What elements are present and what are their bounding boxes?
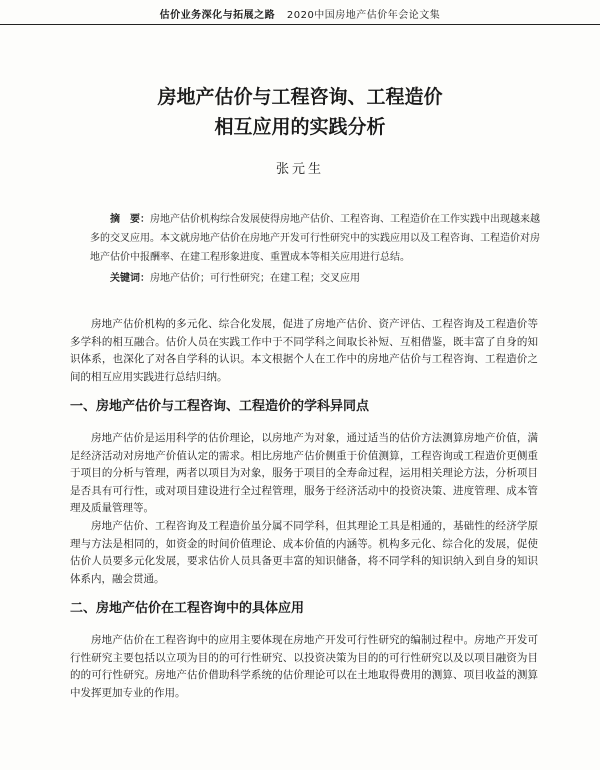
abstract-paragraph [90,210,540,267]
keywords-paragraph [90,269,540,288]
title-line-1: 房地产估价与工程咨询、工程造价 [157,86,443,108]
author-name: 张元生 [275,162,324,177]
abstract-block [90,210,540,288]
keywords-label: 关键词： [110,273,150,284]
abstract-label: 摘 要： [110,214,150,225]
section-1-paragraph-2: 房地产估价、工程咨询及工程造价虽分属不同学科，但其理论工具是相通的，基础性的经济学原理与方法是相同的，如资金的时间价值理论、成本价值的内涵等。机构多元化、综合化的发展，促使估价人员要多元化发展，要求估价人员具备更丰富的知识储备，将不同学科的知识纳入到自身的知识体系内，融会贯通。 [70,519,538,585]
title-line-2: 相互应用的实践分析 [214,116,386,138]
intro-paragraph: 房地产估价机构的多元化、综合化发展，促进了房地产估价、资产评估、工程咨询及工程造价等多学科的相互融合。估价人员在实践工作中于不同学科之间取长补短、互相借鉴，既丰富了自身的知识体系，也深化了对各自学科的认识。本文根据个人在工作中的房地产估价与工程咨询、工程造价之间的相互应用实践进行总结归纳。 [70,318,538,383]
section-1-heading: 一、房地产估价与工程咨询、工程造价的学科异同点 [70,399,370,415]
abstract-text: 房地产估价机构综合发展使得房地产估价、工程咨询、工程造价在工作实践中出现越来越多的交叉应用。本文就房地产估价在房地产开发可行性研究中的实践应用以及工程咨询、工程造价对房地产估价中报酬率、在建工程形象进度、重置成本等相关应用进行总结。 [90,214,540,263]
body-text [70,316,538,702]
article-title [80,82,520,142]
section-1-paragraph-1: 房地产估价是运用科学的估价理论，以房地产为对象，通过适当的估价方法测算房地产价值，满足经济活动对房地产价值认定的需求。相比房地产估价侧重于价值测算，工程咨询或工程造价更侧重于项目的分析与管理，两者以项目为对象，服务于项目的全寿命过程，运用相关理论方法，分析项目是否具有可行性，或对项目建设进行全过程管理，服务于经济活动中的投资决策、进度管理、成本管理及质量管理等。 [70,431,538,515]
header-rule [0,24,600,25]
keywords-text: 房地产估价；可行性研究；在建工程；交叉应用 [150,273,360,284]
running-head-collection-title: 2020中国房地产估价年会论文集 [286,10,441,21]
running-head [0,6,600,21]
running-head-book-section: 估价业务深化与拓展之路 [159,10,276,21]
section-2-paragraph-1: 房地产估价在工程咨询中的应用主要体现在房地产开发可行性研究的编制过程中。房地产开发可行性研究主要包括以立项为目的的可行性研究、以投资决策为目的的可行性研究以及以项目融资为目的的可行性研究。房地产估价借助科学系统的估价理论可以在土地取得费用的测算、项目收益的测算中发挥更加专业的作用。 [70,633,538,699]
section-2-heading: 二、房地产估价在工程咨询中的具体应用 [70,601,305,617]
